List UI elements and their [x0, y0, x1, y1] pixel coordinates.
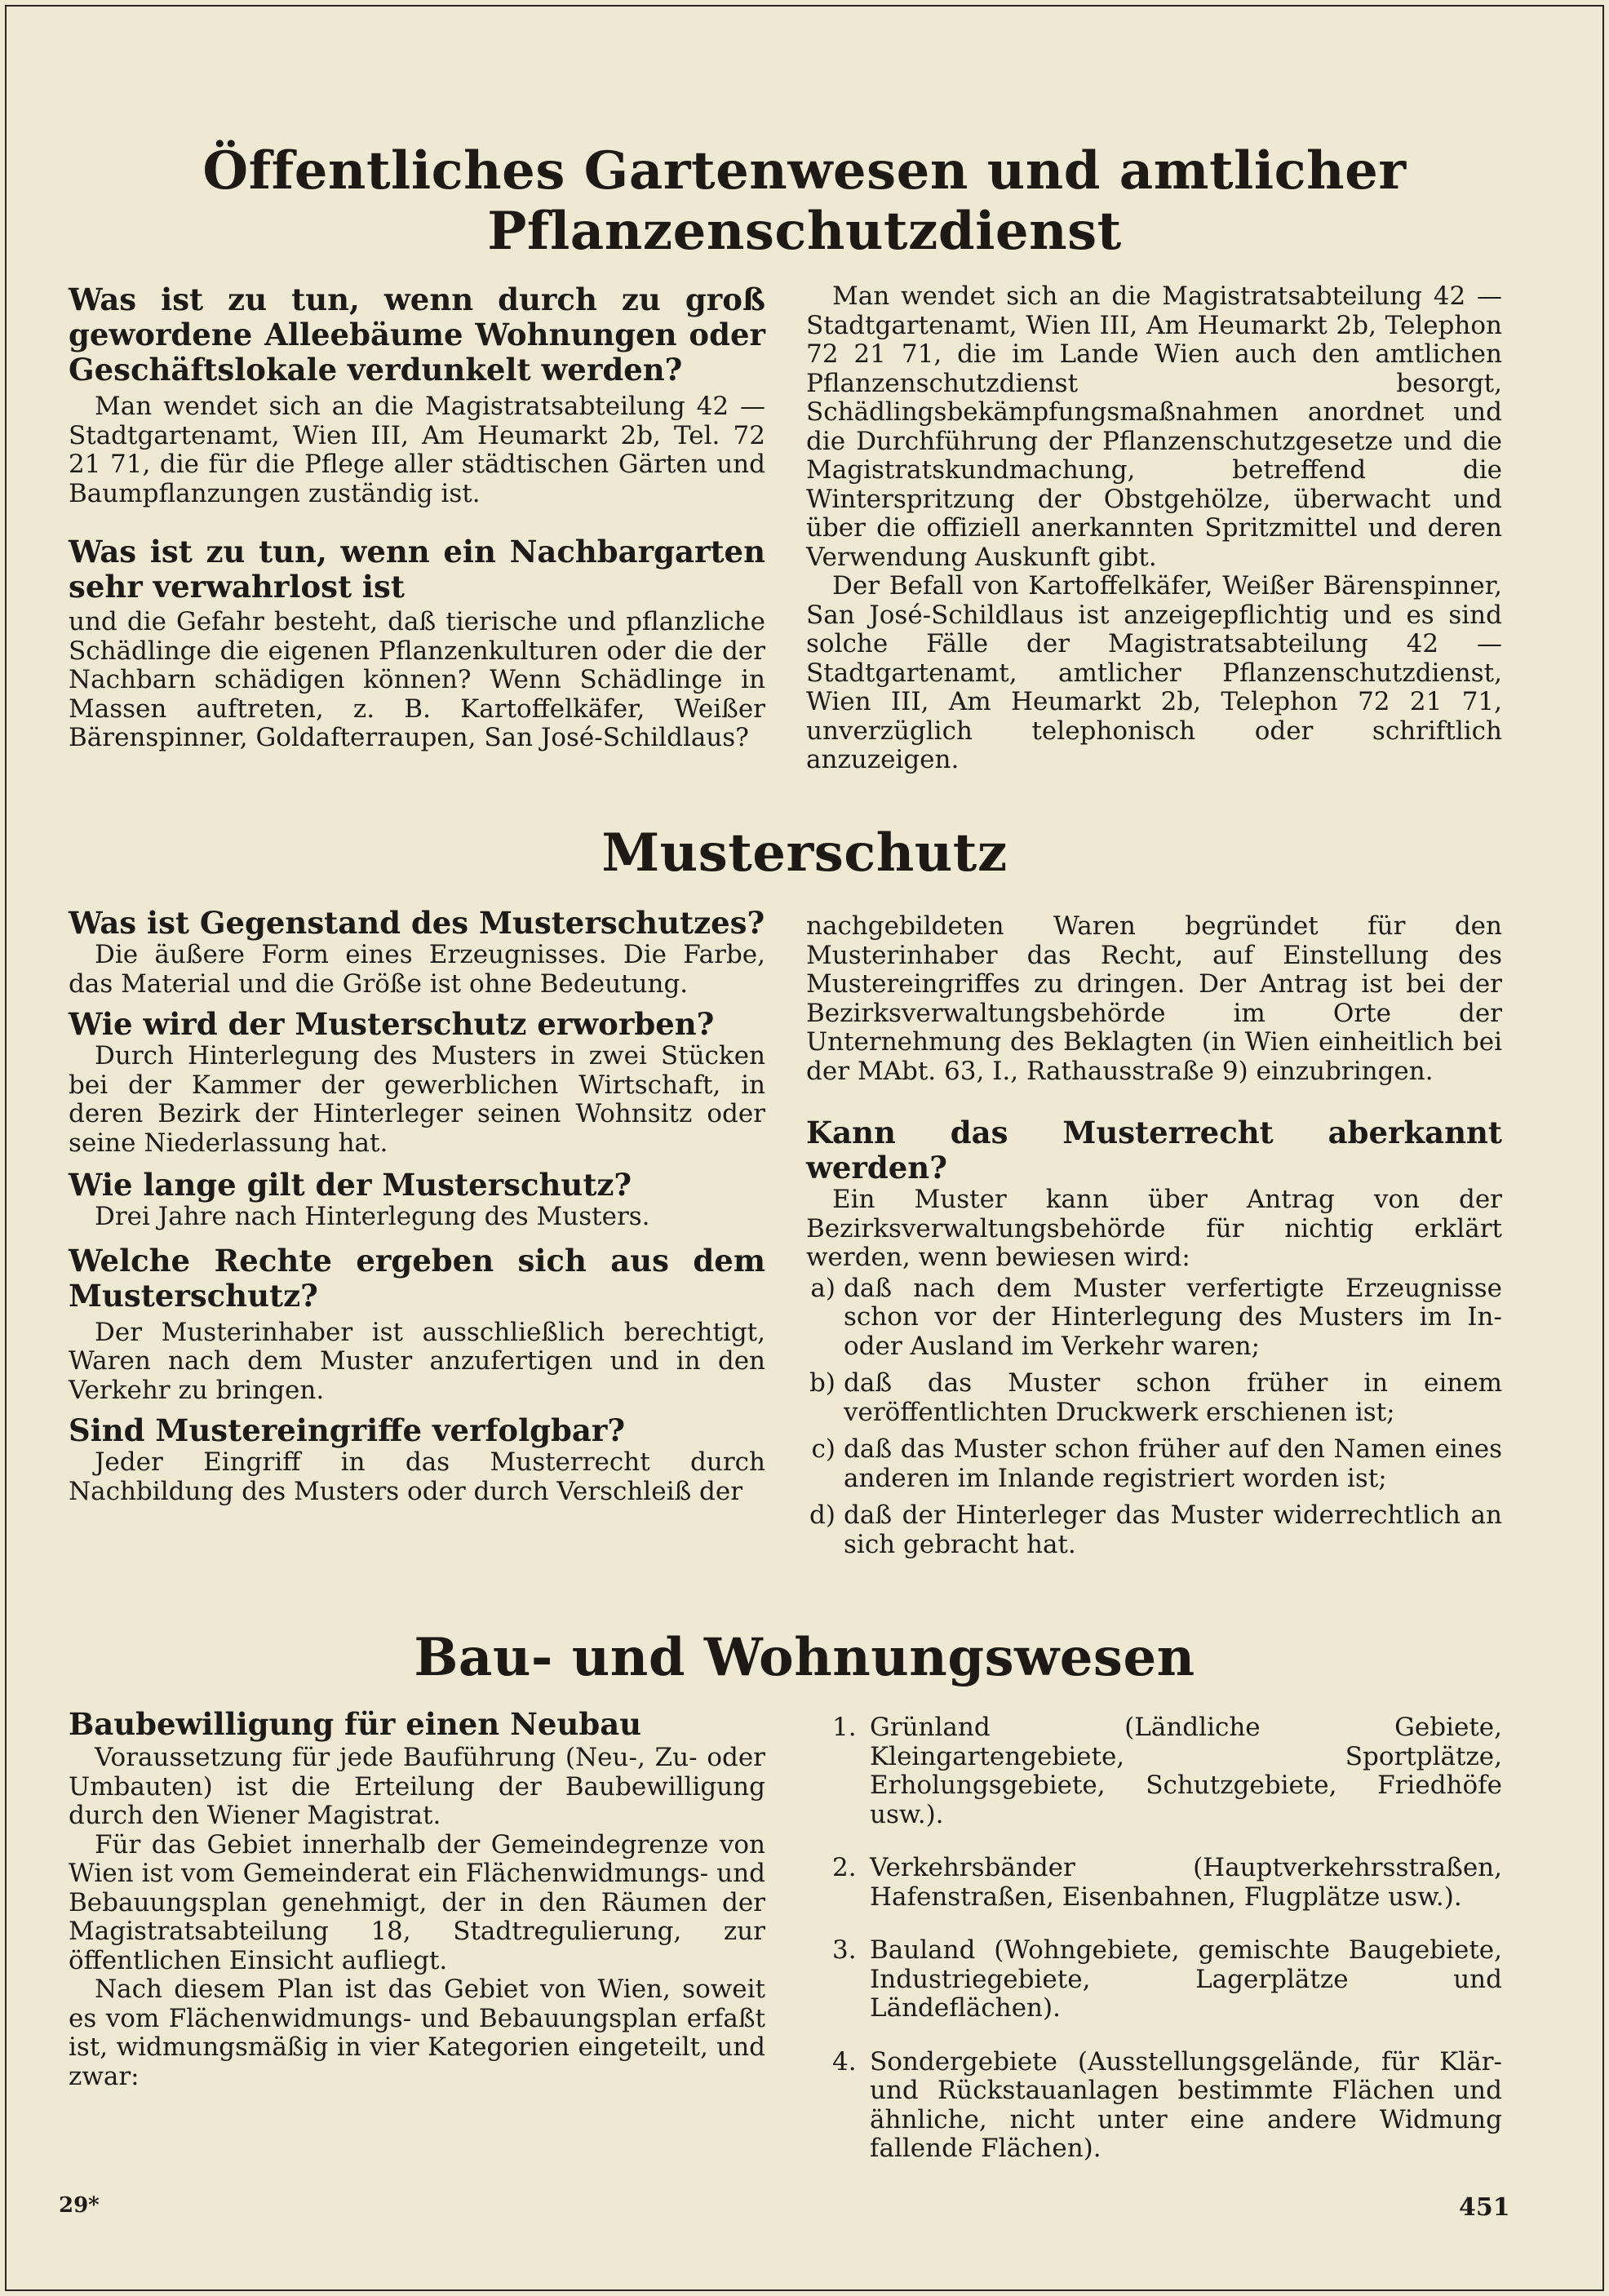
answer-paragraph: und die Gefahr besteht, daß tierische und pflanzliche Schädlinge die eigenen Pflanzenkulturen oder die der Nachbarn schädigen können? Wenn Schädlinge in Massen auftreten, z. B. Kartoffelkäfer, Weißer Bärenspinner, Goldafterraupen, San José-Schildlaus?: [69, 607, 765, 752]
list-item: [806, 1274, 1502, 1362]
bauwesen-left-column: [69, 1707, 765, 2091]
body-paragraph: Nach diesem Plan ist das Gebiet von Wien, soweit es vom Flächenwidmungs- und Bebauungsplan erfaßt ist, widmungsmäßig in vier Kategorien eingeteilt, und zwar:: [69, 1975, 765, 2091]
list-item: [832, 1854, 1502, 1912]
list-item-text: daß nach dem Muster verfertigte Erzeugnisse schon vor der Hinterlegung des Musters im In- oder Ausland im Verkehr waren;: [844, 1273, 1502, 1361]
gartenwesen-right-column: [806, 282, 1502, 775]
section-title-bauwesen: Bau- und Wohnungswesen: [414, 1627, 1195, 1688]
list-marker: 4.: [832, 2046, 857, 2077]
list-item: [832, 1936, 1502, 2023]
section-title-gartenwesen-line2: Pflanzenschutzdienst: [487, 201, 1122, 262]
list-item-text: daß das Muster schon früher in einem veröffentlichten Druckwerk erschienen ist;: [844, 1368, 1502, 1427]
answer-paragraph: Man wendet sich an die Magistratsabteilung 42 — Stadtgartenamt, Wien III, Am Heumarkt 2b, Tel. 72 21 71, die für die Pflege aller städtischen Gärten und Baumpflanzungen zuständig ist.: [69, 392, 765, 508]
body-paragraph: Voraussetzung für jede Bauführung (Neu-, Zu- oder Umbauten) ist die Erteilung der Baubewilligung durch den Wiener Magistrat.: [69, 1743, 765, 1830]
page-number: 451: [1459, 2193, 1510, 2222]
list-item: [806, 1501, 1502, 1559]
question-heading: Wie wird der Musterschutz erworben?: [69, 1006, 715, 1042]
answer-paragraph: nachgebildeten Waren begründet für den Musterinhaber das Recht, auf Einstellung des Mustereingriffes zu dringen. Der Antrag ist bei der Bezirksverwaltungsbehörde im Orte der Unternehmung des Beklagten (in Wien einheitlich bei der MAbt. 63, I., Rathausstraße 9) einzubringen.: [806, 911, 1502, 1086]
list-marker: c): [811, 1434, 836, 1464]
question-heading: Welche Rechte ergeben sich aus dem Musterschutz?: [69, 1242, 765, 1314]
answer-paragraph: Jeder Eingriff in das Musterrecht durch Nachbildung des Musters oder durch Verschleiß der: [69, 1447, 765, 1506]
answer-paragraph: Der Musterinhaber ist ausschließlich berechtigt, Waren nach dem Muster anzufertigen und in den Verkehr zu bringen.: [69, 1317, 765, 1405]
body-paragraph: Für das Gebiet innerhalb der Gemeindegrenze von Wien ist vom Gemeinderat ein Flächenwidmungs- und Bebauungsplan genehmigt, der in den Räumen der Magistratsabteilung 18, Stadtregulierung, zur öffentlichen Einsicht aufliegt.: [69, 1829, 765, 1975]
answer-paragraph: Man wendet sich an die Magistratsabteilung 42 — Stadtgartenamt, Wien III, Am Heumarkt 2b, Telephon 72 21 71, die im Lande Wien auch den amtlichen Pflanzenschutzdienst besorgt, Schädlingsbekämpfungsmaßnahmen anordnet und die Durchführung der Pflanzenschutzgesetze und die Magistratskundmachung, betreffend die Winterspritzung der Obstgehölze, überwacht und über die offiziell anerkannten Spritzmittel und deren Verwendung Auskunft gibt.: [806, 281, 1502, 572]
list-marker: 2.: [832, 1853, 857, 1882]
gartenwesen-left-column: [69, 282, 765, 753]
list-item-text: Sondergebiete (Ausstellungsgelände, für Klär- und Rückstauanlagen bestimmte Flächen und ähnliche, nicht unter eine andere Widmung fallende Flächen).: [870, 2046, 1502, 2163]
list-marker: 1.: [832, 1713, 857, 1742]
list-item-text: daß der Hinterleger das Muster widerrechtlich an sich gebracht hat.: [844, 1500, 1502, 1559]
list-item: [806, 1369, 1502, 1427]
answer-paragraph: Der Befall von Kartoffelkäfer, Weißer Bärenspinner, San José-Schildlaus ist anzeigepflichtig und es sind solche Fälle der Magistratsabteilung 42 — Stadtgartenamt, amtlicher Pflanzenschutzdienst, Wien III, Am Heumarkt 2b, Telephon 72 21 71, unverzüglich telephonisch oder schriftlich anzuzeigen.: [806, 571, 1502, 774]
question-heading: Wie lange gilt der Musterschutz?: [69, 1167, 632, 1203]
list-marker: b): [809, 1368, 836, 1398]
signature-mark: 29*: [59, 2193, 100, 2218]
question-heading: Kann das Musterrecht aberkannt werden?: [806, 1115, 1502, 1186]
list-item-text: daß das Muster schon früher auf den Namen eines anderen im Inlande registriert worden ist;: [844, 1434, 1502, 1493]
list-item-text: Grünland (Ländliche Gebiete, Kleingartengebiete, Sportplätze, Erholungsgebiete, Schutzgebiete, Friedhöfe usw.).: [870, 1713, 1502, 1829]
question-heading: Baubewilligung für einen Neubau: [69, 1706, 642, 1742]
question-heading: Was ist zu tun, wenn durch zu groß gewordene Alleebäume Wohnungen oder Geschäftslokale verdunkelt werden?: [69, 281, 765, 388]
question-heading: Was ist Gegenstand des Musterschutzes?: [69, 905, 765, 941]
nullity-reasons-list: [806, 1274, 1502, 1560]
question-heading: Sind Mustereingriffe verfolgbar?: [69, 1412, 626, 1448]
list-marker: d): [809, 1500, 836, 1530]
bauwesen-right-column: [832, 1713, 1502, 2188]
musterschutz-left-column: [69, 906, 765, 1506]
answer-paragraph: Ein Muster kann über Antrag von der Bezirksverwaltungsbehörde für nichtig erklärt werden, wenn bewiesen wird:: [806, 1185, 1502, 1272]
answer-paragraph: Drei Jahre nach Hinterlegung des Musters.: [95, 1202, 650, 1231]
list-item-text: Verkehrsbänder (Hauptverkehrsstraßen, Hafenstraßen, Eisenbahnen, Flugplätze usw.).: [870, 1853, 1502, 1912]
list-marker: a): [810, 1273, 836, 1303]
section-title-gartenwesen-line1: Öffentliches Gartenwesen und amtlicher: [202, 140, 1407, 202]
question-heading: Was ist zu tun, wenn ein Nachbargarten sehr verwahrlost ist: [69, 534, 765, 605]
answer-paragraph: Die äußere Form eines Erzeugnisses. Die Farbe, das Material und die Größe ist ohne Bedeutung.: [69, 940, 765, 999]
list-marker: 3.: [832, 1935, 857, 1965]
list-item: [832, 1713, 1502, 1829]
list-item: [806, 1435, 1502, 1493]
section-title-musterschutz: Musterschutz: [601, 822, 1008, 884]
answer-paragraph: Durch Hinterlegung des Musters in zwei Stücken bei der Kammer der gewerblichen Wirtschaft, in deren Bezirk der Hinterleger seinen Wohnsitz oder seine Niederlassung hat.: [69, 1041, 765, 1158]
musterschutz-right-column: [806, 912, 1502, 1559]
list-item: [832, 2048, 1502, 2164]
list-item-text: Bauland (Wohngebiete, gemischte Baugebiete, Industriegebiete, Lagerplätze und Ländeflächen).: [870, 1935, 1502, 2023]
